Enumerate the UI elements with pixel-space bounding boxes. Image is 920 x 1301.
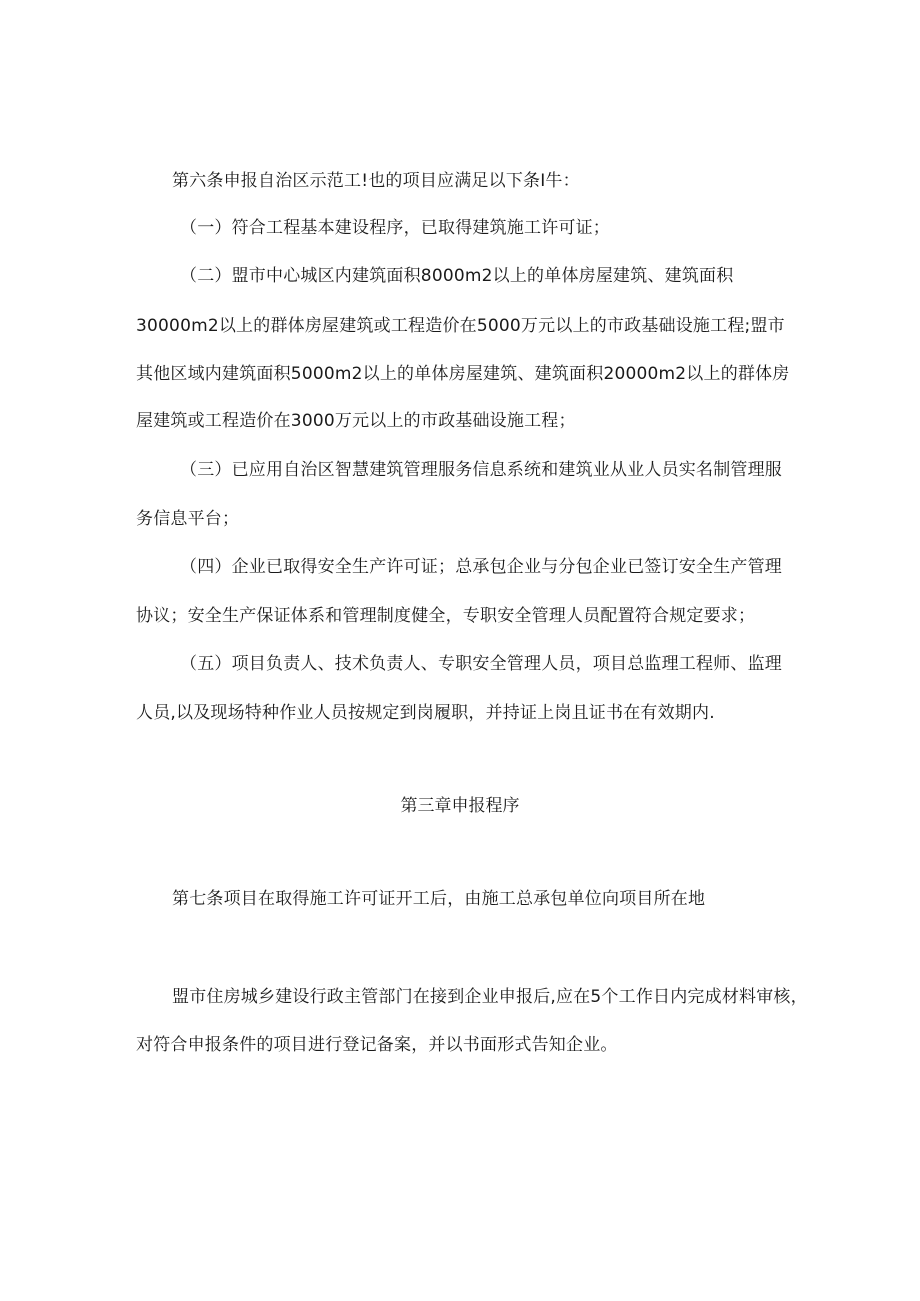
article6-item2-line2: 30000m2以上的群体房屋建筑或工程造价在5000万元以上的市政基础设施工程;盟市	[136, 316, 785, 336]
article7-para-line2: 对符合申报条件的项目进行登记备案，并以书面形式告知企业。	[136, 1035, 618, 1055]
article6-item2-line4: 屋建筑或工程造价在3000万元以上的市政基础设施工程；	[136, 411, 576, 431]
article6-item3-line1: （三）已应用自治区智慧建筑管理服务信息系统和建筑业从业人员实名制管理服	[180, 460, 782, 480]
article6-item2-line1: （二）盟市中心城区内建筑面积8000m2以上的单体房屋建筑、建筑面积	[180, 266, 734, 286]
article6-item2-line3: 其他区域内建筑面积5000m2以上的单体房屋建筑、建筑面积20000m2以上的群体房	[136, 364, 790, 384]
article6-item4-line1: （四）企业已取得安全生产许可证；总承包企业与分包企业已签订安全生产管理	[180, 557, 782, 577]
article6-title: 第六条申报自治区示范工!也的项目应满足以下条I牛：	[172, 171, 580, 191]
article7-para-line1: 盟市住房城乡建设行政主管部门在接到企业申报后,应在5个工作日内完成材料审核，	[172, 987, 808, 1007]
chapter3-heading: 第三章申报程序	[400, 796, 520, 816]
article7-line1: 第七条项目在取得施工许可证开工后，由施工总承包单位向项目所在地	[172, 889, 706, 909]
article6-item3-line2: 务信息平台；	[136, 509, 240, 529]
article6-item1: （一）符合工程基本建设程序，已取得建筑施工许可证；	[180, 218, 610, 238]
article6-item4-line2: 协议；安全生产保证体系和管理制度健全，专职安全管理人员配置符合规定要求；	[136, 606, 756, 626]
article6-item5-line1: （五）项目负责人、技术负责人、专职安全管理人员，项目总监理工程师、监理	[180, 654, 782, 674]
article6-item5-line2: 人员,以及现场特种作业人员按规定到岗履职，并持证上岗且证书在有效期内.	[136, 703, 715, 723]
